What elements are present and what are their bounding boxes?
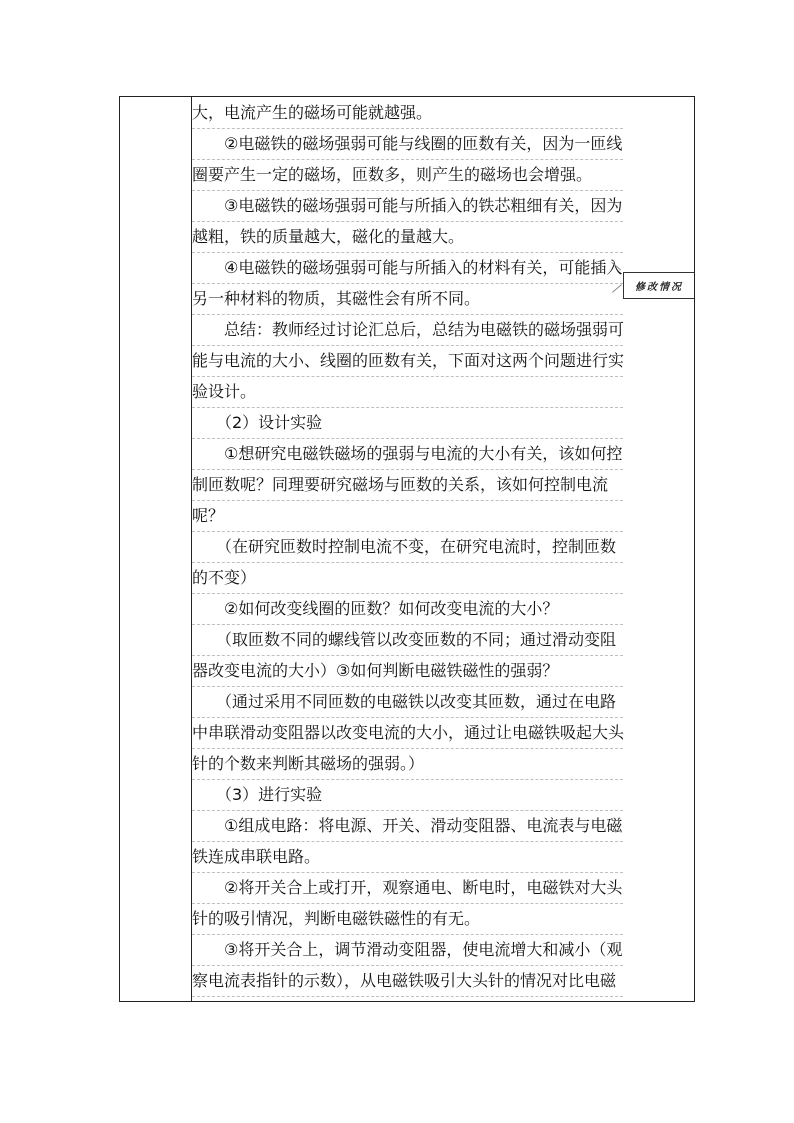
text-line: ②电磁铁的磁场强弱可能与线圈的匝数有关，因为一匝线 [192,128,623,160]
text-line: 能与电流的大小、线圈的匝数有关，下面对这两个问题进行实 [192,345,623,377]
text-line: 器改变电流的大小）③如何判断电磁铁磁性的强弱？ [192,655,623,687]
text-line: ②将开关合上或打开，观察通电、断电时，电磁铁对大头 [192,872,623,904]
text-line: ③电磁铁的磁场强弱可能与所插入的铁芯粗细有关，因为 [192,190,623,222]
text-line: 大，电流产生的磁场可能就越强。 [192,97,623,129]
text-line: ①组成电路：将电源、开关、滑动变阻器、电流表与电磁 [192,810,623,842]
text-line: （在研究匝数时控制电流不变，在研究电流时，控制匝数 [192,531,623,563]
text-line: ④电磁铁的磁场强弱可能与所插入的材料有关，可能插入 [192,252,623,284]
text-line: 针的个数来判断其磁场的强弱。） [192,748,623,780]
revision-note-box: 修改情况 [623,272,694,299]
text-line: 制匝数呢？同理要研究磁场与匝数的关系，该如何控制电流 [192,469,623,501]
text-line: （2）设计实验 [192,407,623,439]
text-line: （取匝数不同的螺线管以改变匝数的不同；通过滑动变阻 [192,624,623,656]
text-line: 越粗，铁的质量越大，磁化的量越大。 [192,221,623,253]
text-line: 总结：教师经过讨论汇总后，总结为电磁铁的磁场强弱可 [192,314,623,346]
text-line: （3）进行实验 [192,779,623,811]
text-line: （通过采用不同匝数的电磁铁以改变其匝数，通过在电路 [192,686,623,718]
text-line: 的不变） [192,562,623,594]
lesson-content-cell [192,97,623,1002]
text-line: 验设计。 [192,376,623,408]
text-line: ①想研究电磁铁磁场的强弱与电流的大小有关，该如何控 [192,438,623,470]
text-line: 呢？ [192,500,623,532]
text-line: 察电流表指针的示数），从电磁铁吸引大头针的情况对比电磁 [192,965,623,997]
text-line: 中串联滑动变阻器以改变电流的大小，通过让电磁铁吸起大头 [192,717,623,749]
table-right-border [694,96,695,1002]
text-line: 另一种材料的物质，其磁性会有所不同。 [192,283,623,315]
text-line: ②如何改变线圈的匝数？如何改变电流的大小？ [192,593,623,625]
text-line: 针的吸引情况，判断电磁铁磁性的有无。 [192,903,623,935]
text-line: 铁连成串联电路。 [192,841,623,873]
text-line: ③将开关合上，调节滑动变阻器，使电流增大和减小（观 [192,934,623,966]
text-line: 圈要产生一定的磁场，匝数多，则产生的磁场也会增强。 [192,159,623,191]
